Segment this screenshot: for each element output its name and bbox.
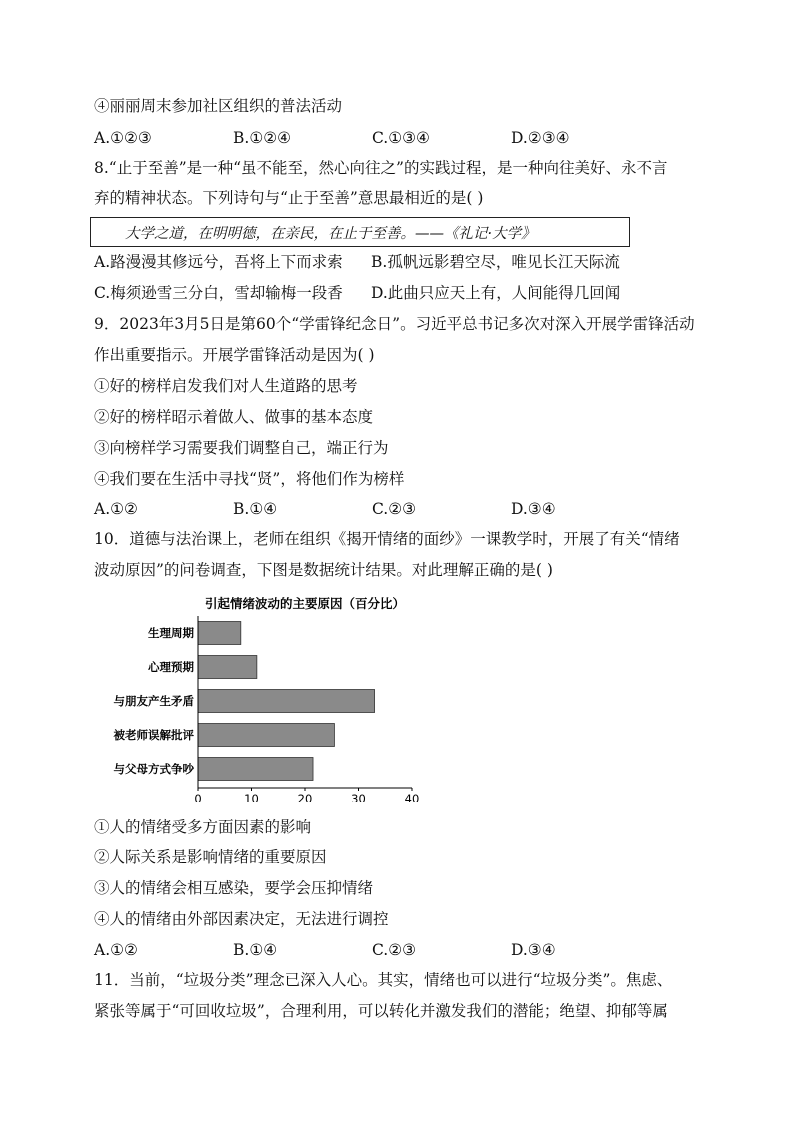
q11-stem-line-1: 11．当前，“垃圾分类”理念已深入人心。其实，情绪也可以进行“垃圾分类”。焦虑、 (94, 971, 673, 989)
q8-option-c[interactable]: C.梅须逊雪三分白，雪却输梅一段香 (94, 284, 343, 302)
chart-title: 引起情绪波动的主要原因（百分比） (205, 596, 406, 611)
q8-stem-line-1: 8.“止于至善”是一种“虽不能至，然心向往之”的实践过程，是一种向往美好、永不言 (94, 159, 668, 177)
chart-category-label: 被老师误解批评 (113, 728, 194, 742)
q10-option-b[interactable]: B.①④ (233, 941, 278, 959)
chart-x-tick-label: 30 (351, 792, 366, 802)
q10-item-4: ④人的情绪由外部因素决定，无法进行调控 (94, 910, 389, 928)
q9-options (94, 499, 714, 519)
q8-quote-box (90, 217, 630, 247)
q8-option-d[interactable]: D.此曲只应天上有，人间能得几回闻 (371, 284, 621, 302)
q9-option-c[interactable]: C.②③ (372, 500, 417, 518)
q10-item-2: ②人际关系是影响情绪的重要原因 (94, 848, 327, 866)
chart-category-label: 生理周期 (148, 626, 194, 640)
q8-stem-line-2: 弃的精神状态。下列诗句与“止于至善”意思最相近的是( ) (94, 189, 484, 207)
chart-bar (198, 724, 334, 747)
q10-option-a[interactable]: A.①② (94, 941, 138, 959)
q9-stem-line-2: 作出重要指示。开展学雷锋活动是因为( ) (94, 346, 375, 364)
chart-bar (198, 622, 241, 645)
q9-option-a[interactable]: A.①② (94, 500, 138, 518)
q10-option-c[interactable]: C.②③ (372, 941, 417, 959)
q10-stem-line-1: 10．道德与法治课上，老师在组织《揭开情绪的面纱》一课教学时，开展了有关“情绪 (94, 530, 680, 548)
chart-x-tick-label: 10 (244, 792, 259, 802)
q9-item-2: ②好的榜样昭示着做人、做事的基本态度 (94, 408, 374, 426)
chart-category-label: 心理预期 (148, 660, 194, 674)
q10-item-1: ①人的情绪受多方面因素的影响 (94, 818, 312, 836)
q10-item-3: ③人的情绪会相互感染，要学会压抑情绪 (94, 879, 374, 897)
q11-stem-line-2: 紧张等属于“可回收垃圾”，合理利用，可以转化并激发我们的潜能；绝望、抑郁等属 (94, 1002, 668, 1020)
q9-item-4: ④我们要在生活中寻找“贤”，将他们作为榜样 (94, 470, 405, 488)
chart-x-tick-label: 20 (297, 792, 313, 802)
q7-options (94, 128, 714, 148)
q8-option-a[interactable]: A.路漫漫其修远兮，吾将上下而求索 (94, 253, 343, 271)
q10-stem-line-2: 波动原因”的问卷调查，下图是数据统计结果。对此理解正确的是( ) (94, 561, 553, 579)
chart-bar (198, 690, 375, 713)
chart-bar (198, 758, 313, 781)
q9-option-d[interactable]: D.③④ (511, 500, 556, 518)
q9-item-1: ①好的榜样启发我们对人生道路的思考 (94, 377, 358, 395)
q10-option-d[interactable]: D.③④ (511, 941, 556, 959)
emotion-causes-bar-chart (90, 590, 430, 802)
q9-item-3: ③向榜样学习需要我们调整自己，端正行为 (94, 439, 389, 457)
chart-x-tick-label: 0 (194, 792, 202, 802)
q7-option-b[interactable]: B.①②④ (233, 129, 292, 147)
chart-x-tick-label: 40 (404, 792, 420, 802)
q8-option-b[interactable]: B.孤帆远影碧空尽，唯见长江天际流 (371, 253, 620, 271)
q9-stem-line-1: 9．2023年3月5日是第60个“学雷锋纪念日”。习近平总书记多次对深入开展学雷锋活动 (94, 315, 695, 333)
chart-category-label: 与朋友产生矛盾 (113, 694, 194, 708)
chart-category-label: 与父母方式争吵 (113, 762, 194, 776)
q7-option-a[interactable]: A.①②③ (94, 129, 152, 147)
q8-quote-text: 大学之道，在明明德，在亲民，在止于至善。——《礼记·大学》 (125, 226, 536, 242)
chart-bar (198, 656, 257, 679)
q8-options-row-1 (94, 252, 714, 272)
q7-item-4: ④丽丽周末参加社区组织的普法活动 (94, 97, 343, 115)
q7-option-d[interactable]: D.②③④ (511, 129, 570, 147)
q10-options (94, 940, 714, 960)
q7-option-c[interactable]: C.①③④ (372, 129, 430, 147)
q8-options-row-2 (94, 283, 714, 303)
q9-option-b[interactable]: B.①④ (233, 500, 278, 518)
